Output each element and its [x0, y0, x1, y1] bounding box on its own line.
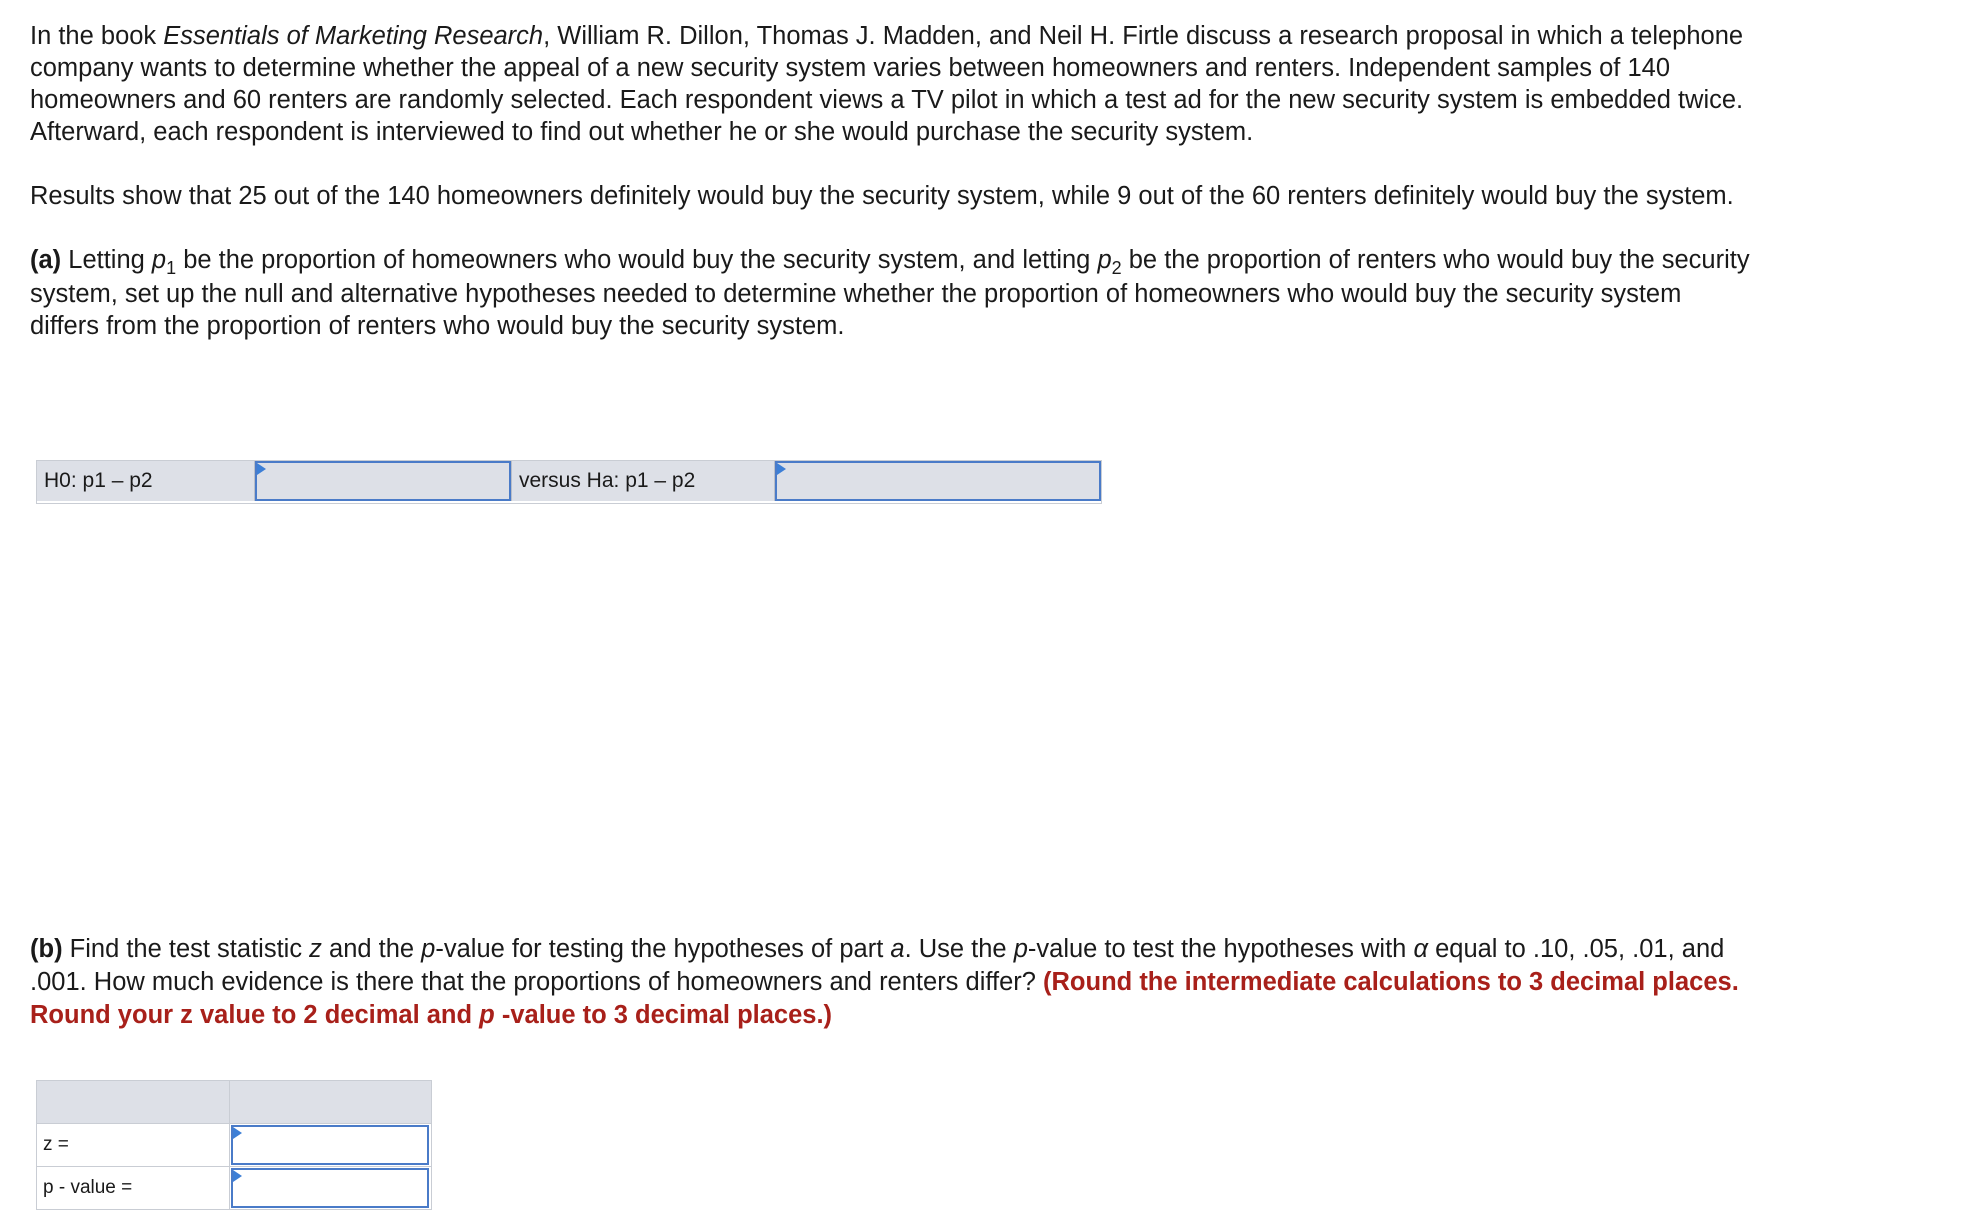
header-cell-value — [230, 1081, 430, 1123]
part-b-text-5: -value to test the hypotheses with — [1027, 935, 1414, 963]
alpha-symbol: α — [1413, 935, 1428, 963]
p-value-input[interactable] — [231, 1168, 429, 1208]
intro-text-start: In the book — [30, 22, 164, 50]
part-a-label: (a) — [30, 246, 62, 274]
p2-subscript: 2 — [1111, 258, 1122, 278]
hypotheses-table — [36, 460, 1102, 504]
part-a-reference: a — [890, 935, 905, 963]
part-b-text-1: Find the test statistic — [62, 935, 310, 963]
part-a-paragraph — [30, 244, 1750, 342]
h0-operator-select[interactable] — [255, 461, 511, 501]
results-paragraph: Results show that 25 out of the 140 homeowners definitely would buy the security system, while 9 out of the 60 renters definitely would buy the system. — [30, 182, 1734, 210]
answer-table — [36, 1080, 432, 1210]
p2-variable: p — [1097, 246, 1112, 274]
z-variable: z — [309, 935, 322, 963]
part-b-text-3: -value for testing the hypotheses of part — [435, 935, 891, 963]
p-value-label: p - value = — [37, 1167, 230, 1209]
p-variable-2: p — [1013, 935, 1028, 963]
z-input-cell — [230, 1124, 430, 1166]
z-value-input[interactable] — [231, 1125, 429, 1165]
p-value-row — [37, 1167, 431, 1209]
h0-label: H0: p1 – p2 — [37, 461, 255, 501]
intro-paragraph — [30, 20, 1750, 148]
dropdown-indicator-icon — [777, 463, 786, 475]
dropdown-indicator-icon — [257, 463, 266, 475]
input-indicator-icon — [233, 1170, 242, 1182]
question-body — [30, 20, 1750, 342]
ha-label: versus Ha: p1 – p2 — [511, 461, 775, 501]
intro-text-rest: , William R. Dillon, Thomas J. Madden, and Neil H. Firtle discuss a research proposal in which a telephone company wants to determine whether the appeal of a new security system varies between homeowners and renters. Independent samples of 140 homeowners and 60 renters are randomly selected. Each respondent views a TV pilot in which a test ad for the new security system is embedded twice. Afterward, each respondent is interviewed to find out whether he or she would purchase the security system. — [30, 22, 1744, 146]
rounding-instruction-2: -value to 3 decimal places.) — [494, 1001, 833, 1029]
z-row — [37, 1124, 431, 1167]
rounding-instruction-p: p — [479, 1001, 495, 1029]
part-a-text-2: be the proportion of homeowners who would buy the security system, and letting — [176, 246, 1098, 274]
answer-table-header — [37, 1081, 431, 1124]
part-b-label: (b) — [30, 935, 63, 963]
part-b-text-4: . Use the — [904, 935, 1014, 963]
header-cell-label — [37, 1081, 230, 1123]
p1-subscript: 1 — [166, 258, 177, 278]
ha-operator-select[interactable] — [775, 461, 1101, 501]
part-b-text-2: and the — [321, 935, 422, 963]
part-a-text-3: be the proportion of renters who would buy the security system, set up the null and alternative hypotheses needed to determine whether the proportion of homeowners who would buy the security system differs from the proportion of renters who would buy the security system. — [30, 246, 1750, 340]
p1-variable: p — [151, 246, 167, 274]
rounding-instruction-1: (Round the intermediate calculations to 3 decimal places. Round your z value to 2 decimal and — [30, 968, 1739, 1029]
p-variable: p — [421, 935, 436, 963]
part-a-text-1: Letting — [61, 246, 152, 274]
part-b-paragraph — [30, 933, 1750, 1032]
z-label: z = — [37, 1124, 230, 1166]
p-value-input-cell — [230, 1167, 430, 1209]
part-b-text-6: equal to .10, .05, .01, and .001. How much evidence is there that the proportions of homeowners and renters differ? — [30, 935, 1725, 996]
input-indicator-icon — [233, 1127, 242, 1139]
book-title: Essentials of Marketing Research — [163, 22, 544, 50]
